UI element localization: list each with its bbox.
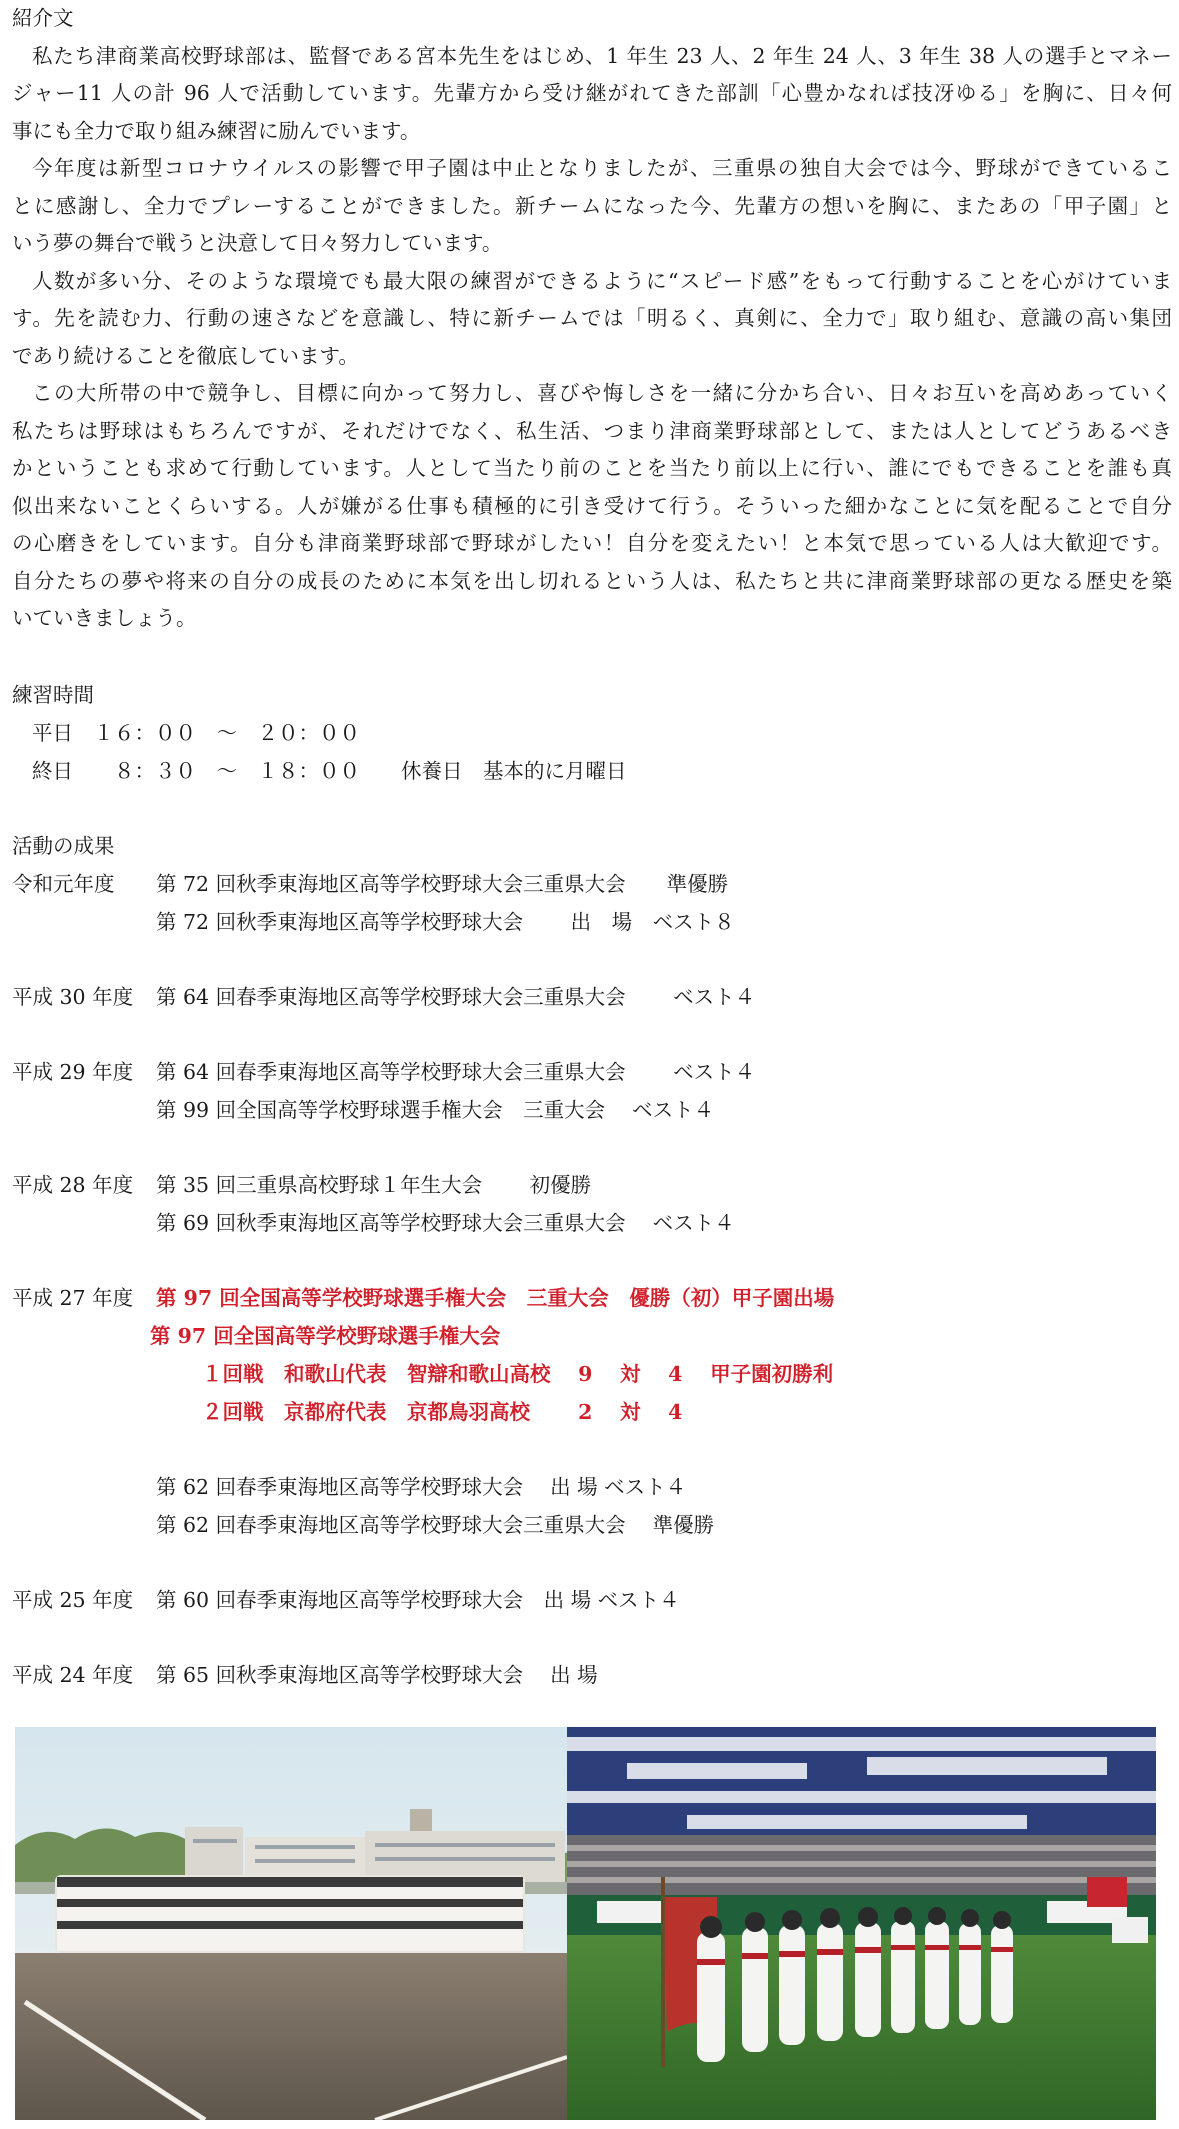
year-label: 平成 27 年度 [12, 1286, 134, 1310]
intro-line: の心磨きをしています。自分も津商業野球部で野球がしたい！自分を変えたい！と本気で思っている人は大歓迎です。 [12, 531, 1172, 555]
intro-line: ジャー11 人の計 96 人で活動しています。先輩方から受け継がれてきた部訓「心豊かなれば技冴ゆる」を胸に、日々何 [12, 81, 1172, 105]
intro-line: この大所帯の中で競争し、目標に向かって努力し、喜びや悔しさを一緒に分かち合い、日々お互いを高めあっていく [32, 381, 1172, 405]
intro-line: 人数が多い分、そのような環境でも最大限の練習ができるように“スピード感”をもって行動することを心がけていま [32, 268, 1172, 293]
intro-line: とに感謝し、全力でプレーすることができました。新チームになった今、先輩方の想いを胸に、またあの「甲子園」と [12, 193, 1172, 218]
team-photo [15, 1727, 567, 2120]
intro-line: であり続けることを徹底しています。 [12, 343, 359, 368]
year-label: 令和元年度 [12, 872, 115, 896]
year-label: 平成 25 年度 [12, 1588, 134, 1612]
result-line: 第 65 回秋季東海地区高等学校野球大会 出 場 [156, 1663, 598, 1687]
year-label: 平成 24 年度 [12, 1663, 134, 1687]
practice-weekday: 平日 １６：００ ～ ２０：００ [32, 721, 360, 745]
intro-title: 紹介文 [12, 6, 74, 30]
result-line: 第 72 回秋季東海地区高等学校野球大会三重県大会 準優勝 [156, 872, 729, 896]
result-line: 第 35 回三重県高校野球１年生大会 初優勝 [156, 1173, 592, 1197]
year-label: 平成 30 年度 [12, 985, 134, 1009]
intro-line: 事にも全力で取り組み練習に励んでいます。 [12, 118, 421, 143]
practice-weekend: 終日 ８：３０ ～ １８：００ 休養日 基本的に月曜日 [32, 759, 627, 783]
result-line: 第 64 回春季東海地区高等学校野球大会三重県大会 ベスト４ [156, 1060, 756, 1084]
intro-line: いていきましょう。 [12, 606, 197, 630]
result-line-highlight: 第 97 回全国高等学校野球選手権大会 [150, 1324, 501, 1348]
intro-line: 今年度は新型コロナウイルスの影響で甲子園は中止となりましたが、三重県の独自大会では今、野球ができているこ [32, 156, 1172, 180]
year-label: 平成 29 年度 [12, 1060, 134, 1084]
result-line: 第 72 回秋季東海地区高等学校野球大会 出 場 ベスト８ [156, 910, 735, 934]
stadium-march-photo [567, 1727, 1156, 2120]
result-line: 第 69 回秋季東海地区高等学校野球大会三重県大会 ベスト４ [156, 1211, 735, 1235]
intro-line: 似出来ないことくらいする。人が嫌がる仕事も積極的に引き受けて行う。そういった細かなことに気を配ることで自分 [12, 493, 1172, 518]
intro-section [12, 0, 1172, 638]
stadium-march-photo-icon [567, 1727, 1156, 2120]
result-line: 第 62 回春季東海地区高等学校野球大会 出 場 ベスト４ [156, 1475, 687, 1499]
intro-line: 自分たちの夢や将来の自分の成長のために本気を出し切れるという人は、私たちと共に津商業野球部の更なる歴史を築 [12, 568, 1172, 593]
intro-line: 私たちは野球はもちろんですが、それだけでなく、私生活、つまり津商業野球部として、または人としてどうあるべき [12, 418, 1172, 443]
practice-title: 練習時間 [12, 683, 94, 707]
intro-line: かということも求めて行動しています。人として当たり前のことを当たり前以上に行い、誰にでもできることを誰も真 [12, 456, 1172, 480]
result-line: 第 64 回春季東海地区高等学校野球大会三重県大会 ベスト４ [156, 985, 756, 1009]
result-line-highlight: １回戦 和歌山代表 智辯和歌山高校 9 対 4 甲子園初勝利 [202, 1362, 834, 1386]
result-line: 第 99 回全国高等学校野球選手権大会 三重大会 ベスト４ [156, 1098, 715, 1122]
result-line-highlight: 第 97 回全国高等学校野球選手権大会 三重大会 優勝（初）甲子園出場 [156, 1286, 835, 1310]
intro-line: いう夢の舞台で戦うと決意して日々努力しています。 [12, 231, 503, 255]
result-line-highlight: ２回戦 京都府代表 京都鳥羽高校 2 対 4 [202, 1400, 683, 1424]
result-line: 第 60 回春季東海地区高等学校野球大会 出 場 ベスト４ [156, 1588, 680, 1612]
results-title: 活動の成果 [12, 834, 115, 858]
intro-line: す。先を読む力、行動の速さなどを意識し、特に新チームでは「明るく、真剣に、全力で」取り組む、意識の高い集団 [12, 306, 1172, 330]
result-line: 第 62 回春季東海地区高等学校野球大会三重県大会 準優勝 [156, 1513, 715, 1537]
team-photo-icon [15, 1727, 567, 2120]
intro-line: 私たち津商業高校野球部は、監督である宮本先生をはじめ、1 年生 23 人、2 年生 24 人、3 年生 38 人の選手とマネー [32, 43, 1172, 68]
year-label: 平成 28 年度 [12, 1173, 134, 1197]
